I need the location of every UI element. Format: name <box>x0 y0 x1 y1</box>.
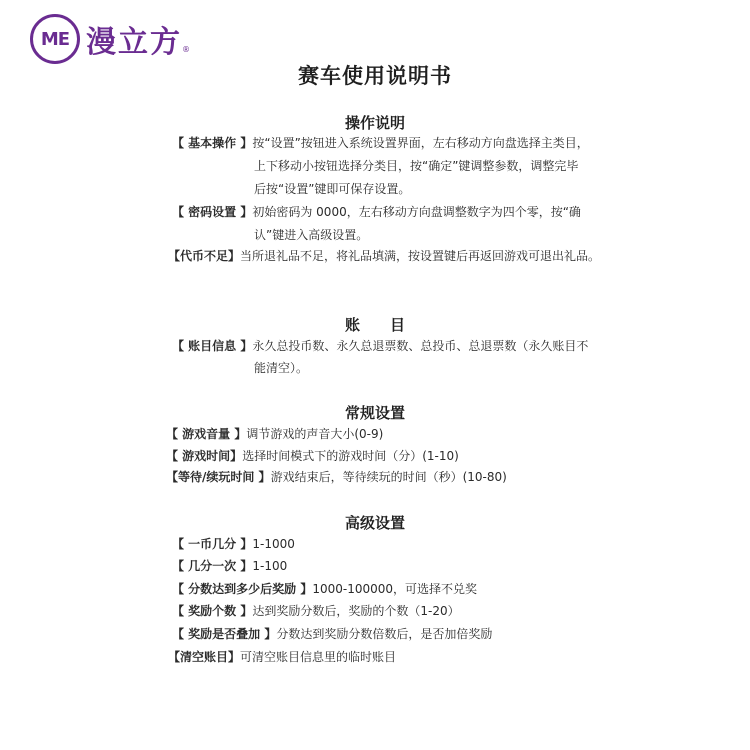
logo-mark-icon: ME <box>30 14 80 64</box>
item-text: 1000-100000，可选择不兑奖 <box>312 582 478 596</box>
item-label: 【 几分一次 】 <box>172 559 253 573</box>
item-text: 可清空账目信息里的临时账目 <box>240 650 397 664</box>
logo-name: 漫立方 <box>86 25 182 60</box>
document-title: 赛车使用说明书 <box>298 64 452 88</box>
item-points-per-coin <box>172 534 295 555</box>
item-text: 初始密码为 0000，左右移动方向盘调整数字为四个零，按“确 <box>252 205 581 219</box>
item-text: 按“设置”按钮进入系统设置界面，左右移动方向盘选择主类目， <box>252 136 589 150</box>
item-label: 【 奖励个数 】 <box>172 604 253 618</box>
item-insufficient-tokens <box>168 246 600 267</box>
item-label: 【 游戏音量 】 <box>166 427 247 441</box>
item-label: 【 密码设置 】 <box>172 205 253 219</box>
item-points-per-play <box>172 556 287 577</box>
section-heading-advanced: 高级设置 <box>344 514 405 532</box>
item-label: 【 游戏时间】 <box>166 449 243 463</box>
item-text-continued: 后按“设置”键即可保存设置。 <box>254 182 411 196</box>
item-reward-stacking <box>172 624 492 645</box>
item-label: 【 基本操作 】 <box>172 136 253 150</box>
section-heading-operation: 操作说明 <box>344 114 405 132</box>
item-game-time <box>166 446 459 467</box>
item-text-continued: 能清空）。 <box>254 361 309 375</box>
item-label: 【等待/续玩时间 】 <box>166 470 271 484</box>
item-text-continued: 认”键进入高级设置。 <box>254 228 369 242</box>
section-heading-account: 账 目 <box>344 316 405 334</box>
item-text-continued: 上下移动小按钮选择分类目，按“确定”键调整参数，调整完毕 <box>254 159 579 173</box>
item-text: 调节游戏的声音大小(0-9) <box>246 427 384 441</box>
item-basic-operation <box>172 133 589 154</box>
item-reward-threshold <box>172 579 477 600</box>
item-password-setting <box>172 202 581 223</box>
item-account-info <box>172 336 588 357</box>
item-text: 分数达到奖励分数倍数后，是否加倍奖励 <box>276 627 493 641</box>
item-label: 【清空账目】 <box>168 650 241 664</box>
registered-mark: ® <box>182 45 190 54</box>
section-heading-general: 常规设置 <box>344 404 405 422</box>
item-wait-continue-time <box>166 467 507 488</box>
item-label: 【 奖励是否叠加 】 <box>172 627 277 641</box>
item-text: 1-1000 <box>252 537 295 551</box>
item-text: 达到奖励分数后，奖励的个数（1-20） <box>252 604 460 618</box>
item-text: 当所退礼品不足，将礼品填满，按设置键后再返回游戏可退出礼品。 <box>240 249 601 263</box>
item-label: 【 一币几分 】 <box>172 537 253 551</box>
item-label: 【代币不足】 <box>168 249 241 263</box>
item-text: 选择时间模式下的游戏时间（分）(1-10) <box>242 449 459 463</box>
item-text: 永久总投币数、永久总退票数、总投币、总退票数（永久账目不 <box>252 339 589 353</box>
item-game-volume <box>166 424 383 445</box>
item-text: 游戏结束后，等待续玩的时间（秒）(10-80) <box>270 470 507 484</box>
item-label: 【 账目信息 】 <box>172 339 253 353</box>
item-label: 【 分数达到多少后奖励 】 <box>172 582 313 596</box>
item-text: 1-100 <box>252 559 288 573</box>
item-clear-account <box>168 647 396 668</box>
item-reward-count <box>172 601 460 622</box>
brand-logo <box>30 14 190 64</box>
